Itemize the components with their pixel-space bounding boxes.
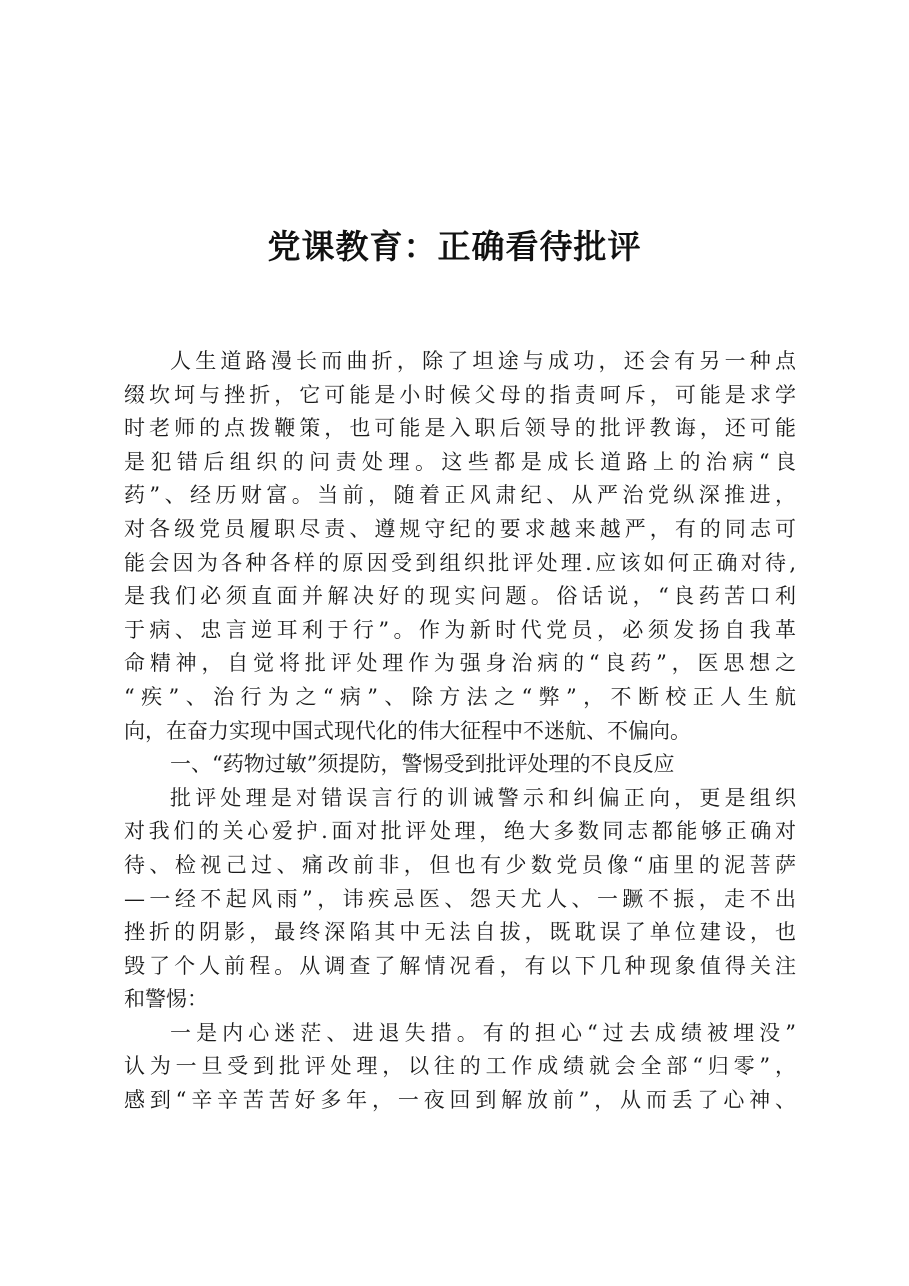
paragraph-line: 对我们的关心爱护.面对批评处理，绝大多数同志都能够正确对 xyxy=(124,819,796,844)
paragraph-line: 人生道路漫长而曲折，除了坦途与成功，还会有另一种点 xyxy=(170,349,796,373)
paragraph-line: 对各级党员履职尽责、遵规守纪的要求越来越严，有的同志可 xyxy=(124,516,796,541)
paragraph-line: 待、检视己过、痛改前非，但也有少数党员像“庙里的泥菩萨 xyxy=(124,852,796,877)
paragraph-line: 批评处理是对错误言行的训诫警示和纠偏正向，更是组织 xyxy=(170,785,796,810)
paragraph-line: 命精神，自觉将批评处理作为强身治病的“良药”，医思想之 xyxy=(124,651,796,676)
paragraph-line: 缀坎坷与挫折，它可能是小时候父母的指责呵斥，可能是求学 xyxy=(124,382,796,407)
paragraph-line: 是犯错后组织的问责处理。这些都是成长道路上的治病“良 xyxy=(124,449,796,474)
paragraph-line: 认为一旦受到批评处理，以往的工作成绩就会全部“归零”， xyxy=(124,1054,796,1079)
paragraph-line: 时老师的点拨鞭策，也可能是入职后领导的批评教诲，还可能 xyxy=(124,416,796,441)
paragraph-line: 向，在奋力实现中国式现代化的伟大征程中不迷航、不偏向。 xyxy=(124,718,691,743)
paragraph-line: 一是内心迷茫、进退失措。有的担心“过去成绩被埋没” xyxy=(170,1020,796,1045)
paragraph-line: 能会因为各种各样的原因受到组织批评处理.应该如何正确对待, xyxy=(124,550,796,575)
paragraph-line: 药”、经历财富。当前，随着正风肃纪、从严治党纵深推进， xyxy=(124,483,796,508)
paragraph-line: “疾”、治行为之“病”、除方法之“弊”，不断校正人生航 xyxy=(124,684,796,709)
paragraph-line: 于病、忠言逆耳利于行”。作为新时代党员，必须发扬自我革 xyxy=(124,617,796,642)
paragraph-line: 是我们必须直面并解决好的现实问题。俗话说，“良药苦口利 xyxy=(124,584,796,609)
paragraph-line: —一经不起风雨”，讳疾忌医、怨天尤人、一蹶不振，走不出 xyxy=(124,886,796,911)
section-heading: 一、“药物过敏”须提防，警惕受到批评处理的不良反应 xyxy=(170,752,675,777)
paragraph-line: 毁了个人前程。从调查了解情况看，有以下几种现象值得关注 xyxy=(124,953,796,978)
document-body xyxy=(124,345,796,1118)
paragraph-line: 挫折的阴影，最终深陷其中无法自拔，既耽误了单位建设，也 xyxy=(124,920,796,945)
document-title: 党课教育：正确看待批评 xyxy=(267,227,642,266)
paragraph-line: 和警惕： xyxy=(124,987,208,1012)
paragraph-line: 感到“辛辛苦苦好多年，一夜回到解放前”，从而丢了心神、 xyxy=(124,1088,796,1113)
